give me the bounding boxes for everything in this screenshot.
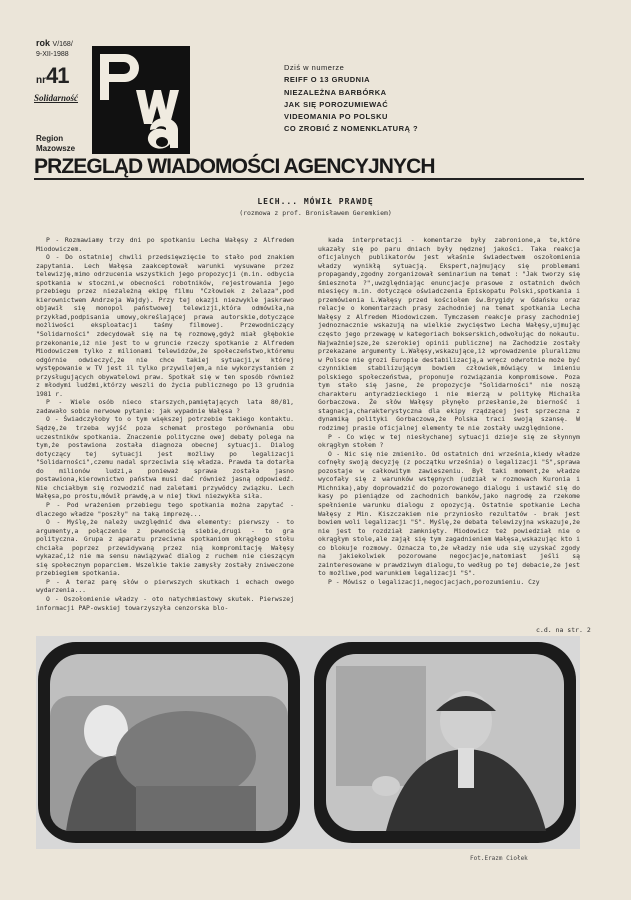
- article-column-right: [318, 236, 580, 586]
- tv-screen-right: [314, 642, 576, 843]
- contents-lead: Dziś w numerze: [284, 63, 345, 72]
- paragraph: O - Oszołomienie władzy - oto natychmiastowy skutek. Pierwszej informacji PAP-owskiej towarzyszyła cenzorska blo-: [36, 594, 294, 612]
- issue-info: [36, 38, 73, 60]
- contents-item: VIDEOMANIA PO POLSKU: [284, 112, 388, 122]
- photo-credit: Fot.Erazm Ciołek: [470, 855, 528, 862]
- article-subtitle: (rozmowa z prof. Bronisławem Geremkiem): [239, 209, 392, 217]
- paragraph: P - A teraz parę słów o pierwszych skutkach i echach owego wydarzenia...: [36, 577, 294, 595]
- tv-screen-left: [38, 642, 300, 843]
- paragraph: O - Do ostatniej chwili przedsięwzięcie to stało pod znakiem zapytania. Lech Wałęsa zaakceptował warunki wysuwane przez telewizję,mimo odrzucenia wszystkich jego propozycji (m.in. odbycia spotkania w stoczni,w obecności robotników, rejestrowania jego przebiegu przez niezależną ekipę filmu "Człowiek z żelaza",pod kierownictwem Andrzeja Wajdy). Przy tej okazji niezwykle jaskrawo objawił się monopol państwowej telewizji,która odmówiła,na przykład,podpisania umowy,określającej prawa autorskie,dotyczące możliwości eksploatacji taśmy filmowej. Przewodniczący "Solidarności" zdecydował się na tę rozmowę,gdyż miał głębokie przekonanie,iż nie jest to w gruncie rzeczy spotkanie z Alfredem Miodowiczem tylko z milionami telewidzów,że społeczeństwo,któremu odgórnie odwieczyć,że nie chce takiej sytuacji,w której występowanie w TV jest il tylko przywilejem,a nie wykorzystaniem z przysługujących obywatelowi praw. Spotkał się w ten sposób również z młodymi ludźmi,którzy weszli do życia publicznego po 13 grudnia 1981 r.: [36, 253, 294, 398]
- solidarnosc-brand: Solidarność: [34, 93, 79, 103]
- issue-number: [36, 63, 68, 89]
- tv-screens-photo: [36, 636, 580, 849]
- paragraph: P - Mówisz o legalizacji,negocjacjach,porozumieniu. Czy: [328, 577, 540, 586]
- paragraph: kada interpretacji - komentarze były zabronione,a te,które ukazały się po paru dniach były nędznej jakości. Taka reakcja oficjalnych publikatorów jest właśnie świadectwem oszołomienia władzy wynikłą sytuacją. Ekspert,najmujący się problemami propagandy,zgodny zorganizował seminarium na temat : "Jak tworzy się śmiesznota ?",uwzględniając enuncjacje prasowe z ostatnich dwóch miesięcy m.in. dotyczące oświadczenia Episkopatu Polski,spotkania i przemówienia L.Wałęsy przed kościołem św.Brygidy w Gdańsku oraz relacje o komentarzach prasy zachodniej na temat spotkania Lecha Wałęsy z Alfredem Miodowiczem. Tymczasem reakcje prasy zachodniej jednoznacznie wskazują na wielkie zwycięstwo Lecha Wałęsy,ujmując często jego przewagę w kategoriach bokserskich,odwołując do nokautu. Najważniejsze,że szerokiej opinii publicznej na Zachodzie zostały przekazane argumenty L.Wałęsy,wskazujące,iż wprowadzenie pluralizmu w Polsce nie grozi Europie destabilizacją,a wręcz odwrotnie może być czynnikiem stabilizującym bowiem człowiek,mówiący w imieniu polskiego społeczeństwa, proponuje rozwiązania kompromisowe. Poza tym stało się jasne, że propozycje "Solidarności" nie noszą charakteru antyradzieckiego i nie mierzą w politykę Michaiła Gorbaczowa. Że słów Wałęsy płynęło przesłanie,że bierność i stagnacja,charakterystyczna dla ekipy rządzącej jest sprzeczna z dynamiką polityki Gorbaczowa,że Polska traci swoją szansę. W rodzimej prasie oficjalnej elementy te nie zostały uwzględnione.: [318, 236, 580, 433]
- contents-item: JAK SIĘ POROZUMIEWAĆ: [284, 99, 389, 109]
- paragraph: P - Rozmawiamy trzy dni po spotkaniu Lecha Wałęsy z Alfredem Miodowiczem.: [36, 236, 294, 253]
- issue-volume: V/168/: [52, 41, 73, 48]
- paragraph: P - Co więc w tej niesłychanej sytuacji dzieje się ze słynnym okrągłym stołem ?: [318, 432, 580, 450]
- contents-item: NIEZALEŻNA BARBÓRKA: [284, 87, 387, 97]
- region-label: [36, 134, 75, 154]
- continued-note: c.d. na str. 2: [536, 626, 591, 634]
- paragraph: P - Pod wrażeniem przebiegu tego spotkania można zapytać - dlaczego władze "poszły" na taką imprezę...: [36, 500, 294, 518]
- paragraph: O - Nic się nie zmieniło. Od ostatnich dni września,kiedy władze cofnęły swoją decyzję (z początku września) o legalizacji "S",sprawa pozostaje w całkowitym zawieszeniu. Był taki moment,że władze wycofały się z warunków wstępnych (udział w rozmowach Kuronia i Michnika),aby doprowadzić do pozorowanego dialogu i ustawić się do kasy po pieniądze od zachodnich banków,jako nagrodę za rzekome spełnienie warunku dialogu z opozycją. Ostatnie spotkanie Lecha Wałęsy z Min. Kiszczakiem nie przyniosło rezultatów - brak jest bowiem woli legalizacji "S". Myślę,że debata telewizyjna wskazuje,że nie jest to rozdział zamknięty. Miodowicz też powiedział nie o okrągłym stole,ale zajął się tym zagadnieniem Wałęsa,wskazując kto i co blokuje rozmowy. Oznacza to,że władzy nie uda się uzyskać zgody na jakiekolwiek pozorowane negocjacje,natomiast jeśli są zainteresowane w prawdziwym dialogu,to według po tej debacie,że jest to możliwe,pod warunkiem legalizacji "S".: [318, 449, 580, 578]
- contents-list: [284, 62, 418, 136]
- article-column-left: [36, 236, 294, 612]
- paragraph: P - Wiele osób nieco starszych,pamiętających lata 80/81, zadawało sobie nerwowe pytanie: jak wypadnie Wałęsa ?: [36, 398, 294, 415]
- region-line1: Region: [36, 134, 64, 143]
- contents-item: CO ZROBIĆ Z NOMENKLATURĄ ?: [284, 124, 419, 134]
- article-title: LECH... MÓWIŁ PRAWDĘ: [257, 197, 374, 206]
- pwa-logo: [92, 46, 190, 154]
- issue-label: rok: [36, 38, 51, 48]
- masthead-rule: [34, 178, 584, 180]
- masthead-title: PRZEGLĄD WIADOMOŚCI AGENCYJNYCH: [34, 155, 435, 178]
- issue-date: 9-XII-1988: [36, 51, 69, 58]
- number-prefix: nr: [36, 75, 46, 86]
- region-line2: Mazowsze: [36, 144, 76, 153]
- contents-item: REIFF O 13 GRUDNIA: [284, 75, 371, 85]
- paragraph: O - Myślę,że należy uwzględnić dwa elementy: pierwszy - to argumenty,a połączenie z pewnością siebie,drugi - to gra polityczna. Grupa z aparatu przeciwna spotkaniom okrągłego stołu chciała poprzez przewidywaną przez nią kompromitację Wałęsy wykazać,iż nie ma sensu nawiązywać dialog z ruchem nie cieszącym się społecznym poparciem. Wszelkie takie zamysły zostały zniweczone przebiegiem spotkania.: [36, 518, 294, 578]
- number-value: 41: [46, 63, 69, 88]
- paragraph: O - Świadczyłoby to o tym większej potrzebie takiego kontaktu. Sądzę,że trzeba wyjść poza schemat prostego porównania obu uczestników spotkania. Znaczenie polityczne owej debaty polega na tym,że postawiona została diagnoza obecnej sytuacji. Dialog dotyczący tej sytuacji jest możliwy po legalizacji "Solidarności",czemu nadal sprzeciwia się władza. Prawda ta dotarła do milionów ludzi,a ponieważ sprawa została jasno postawiona,kierownictwo państwa musi dać również jasną odpowiedź. Nie chciałbym się rozwodzić nad zaletami przywódcy związku. Lech Wałęsa,po prostu,mówił prawdę,a w niej tkwi niezwykła siła.: [36, 415, 294, 501]
